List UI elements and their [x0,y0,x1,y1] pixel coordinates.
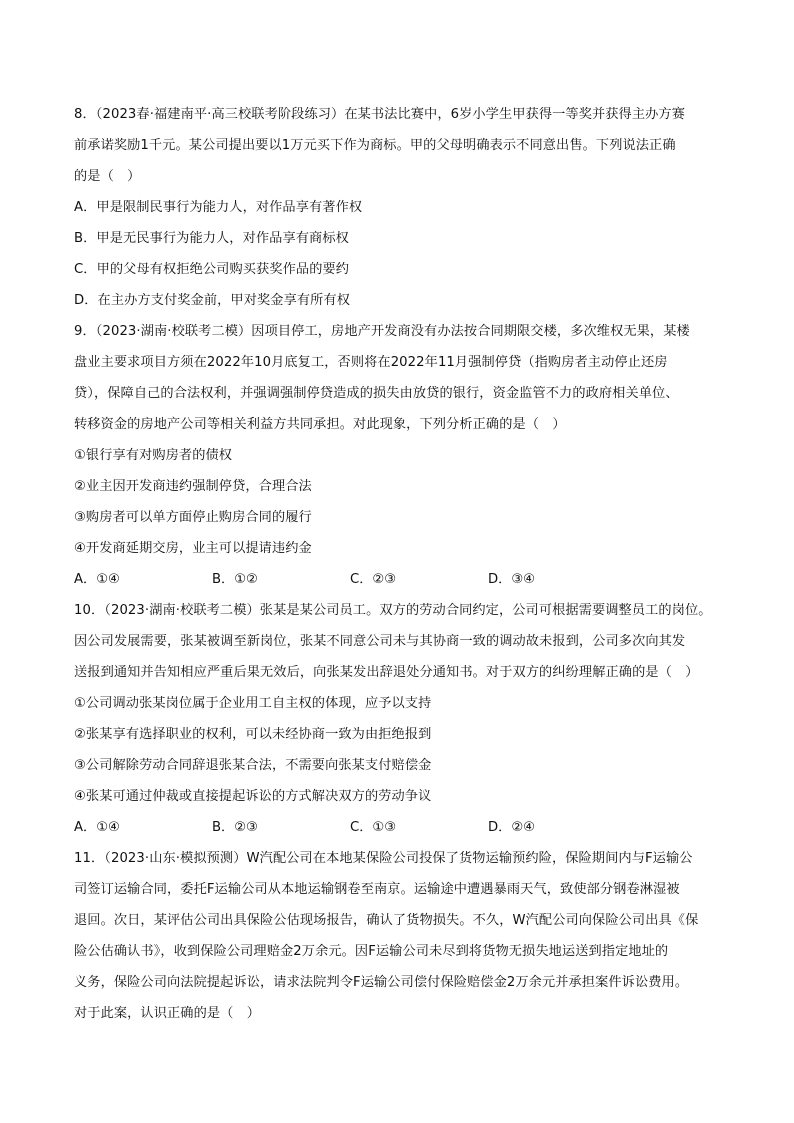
answer-options-row [74,812,724,843]
answer-option: C．甲的父母有权拒绝公司购买获奖作品的要约 [74,262,350,277]
answer-option: A．甲是限制民事行为能力人，对作品享有著作权 [74,200,363,215]
question-stem-line: 因公司发展需要，张某被调至新岗位，张某不同意公司未与其协商一致的调动故未报到，公司多次向其发 [74,634,686,649]
question-stem-line: 退回。次日，某评估公司出具保险公估现场报告，确认了货物损失。不久，W汽配公司向保险公司出具《保 [74,913,699,928]
question-stem-line: 对于此案，认识正确的是（ ） [74,1006,261,1021]
question-block [74,595,724,843]
question-block [74,843,724,1029]
answer-option: B．①② [212,572,258,587]
statement-item: ④张某可通过仲裁或直接提起诉讼的方式解决双方的劳动争议 [74,789,432,804]
statement-item: ①银行享有对购房者的债权 [74,448,233,463]
question-stem-line: 送报到通知并告知相应严重后果无效后，向张某发出辞退处分通知书。对于双方的纠纷理解正确的是（ ） [74,665,699,680]
statement-item: ③购房者可以单方面停止购房合同的履行 [74,510,312,525]
answer-option: D．在主办方支付奖金前，甲对奖金享有所有权 [74,293,351,308]
question-stem-line: 8．（2023春·福建南平·高三校联考阶段练习）在某书法比赛中，6岁小学生甲获得一等奖并获得主办方赛 [74,107,685,122]
statement-item: ③公司解除劳动合同辞退张某合法，不需要向张某支付赔偿金 [74,758,432,773]
answer-option: C．①③ [350,820,397,835]
question-stem-line: 司签订运输合同，委托F运输公司从本地运输钢卷至南京。运输途中遭遇暴雨天气，致使部分钢卷淋湿被 [74,882,680,897]
statement-item: ④开发商延期交房，业主可以提请违约金 [74,541,312,556]
statement-item: ②业主因开发商违约强制停贷，合理合法 [74,479,312,494]
question-list [74,99,724,1029]
question-stem-line: 前承诺奖励1千元。某公司提出要以1万元买下作为商标。甲的父母明确表示不同意出售。下列说法正确 [74,138,676,153]
question-block [74,99,724,316]
question-stem-line: 11．（2023·山东·模拟预测）W汽配公司在本地某保险公司投保了货物运输预约险，保险期间内与F运输公 [74,851,693,866]
answer-option: C．②③ [350,572,397,587]
question-block [74,316,724,595]
statement-item: ②张某享有选择职业的权利，可以未经协商一致为由拒绝报到 [74,727,432,742]
question-stem-line: 10．（2023·湖南·校联考二模）张某是某公司员工。双方的劳动合同约定，公司可根据需要调整员工的岗位。 [74,603,712,618]
answer-option: D．②④ [488,820,535,835]
answer-options-row [74,564,724,595]
answer-option: B．②③ [212,820,258,835]
answer-option: A．①④ [74,572,120,587]
question-stem-line: 9．（2023·湖南·校联考二模）因项目停工，房地产开发商没有办法按合同期限交楼，多次维权无果，某楼 [74,324,690,339]
statement-item: ①公司调动张某岗位属于企业用工自主权的体现，应予以支持 [74,696,432,711]
question-stem-line: 转移资金的房地产公司等相关利益方共同承担。对此现象，下列分析正确的是（ ） [74,417,566,432]
question-stem-line: 险公估确认书》，收到保险公司理赔金2万余元。因F运输公司未尽到将货物无损失地运送到指定地址的 [74,944,669,959]
question-stem-line: 义务，保险公司向法院提起诉讼，请求法院判令F运输公司偿付保险赔偿金2万余元并承担案件诉讼费用。 [74,975,689,990]
question-stem-line: 的是（ ） [74,169,141,184]
answer-option: D．③④ [488,572,535,587]
question-stem-line: 盘业主要求项目方须在2022年10月底复工，否则将在2022年11月强制停贷（指购房者主动停止还房 [74,355,668,370]
question-stem-line: 贷），保障自己的合法权利，并强调强制停贷造成的损失由放贷的银行，资金监管不力的政府相关单位、 [74,386,679,401]
answer-option: B．甲是无民事行为能力人，对作品享有商标权 [74,231,349,246]
answer-option: A．①④ [74,820,120,835]
